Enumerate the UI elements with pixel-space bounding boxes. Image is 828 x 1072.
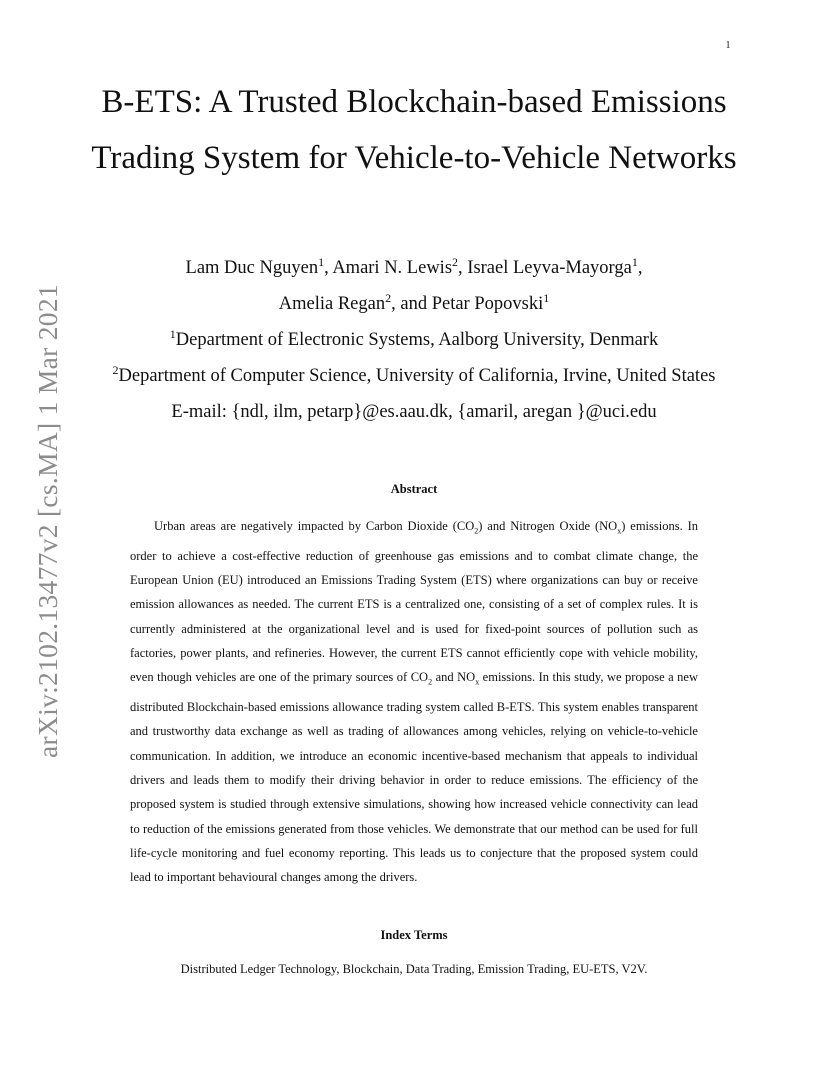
affiliation-2 [60, 358, 768, 394]
affiliation-text: Department of Computer Science, University of California, Irvine, United States [118, 366, 716, 386]
chemical-subscript: x [475, 677, 480, 687]
author-affiliation-mark: 2 [385, 290, 392, 305]
index-terms-heading: Index Terms [380, 928, 448, 942]
author-affiliation-mark: 2 [452, 254, 459, 269]
chemical-subscript: x [617, 526, 622, 536]
author-line-1 [60, 250, 768, 286]
author-affiliation-mark: 1 [631, 254, 638, 269]
abstract-body [130, 514, 698, 889]
index-terms-list: Distributed Ledger Technology, Blockchain, Data Trading, Emission Trading, EU-ETS, V2V. [180, 962, 648, 976]
author-block [60, 250, 768, 430]
arxiv-identifier-stamp: arXiv:2102.13477v2 [cs.MA] 1 Mar 2021 [32, 284, 63, 758]
paper-title: B-ETS: A Trusted Blockchain-based Emissions Trading System for Vehicle-to-Vehicle Networks [91, 84, 737, 176]
author-separator: , [324, 258, 333, 278]
abstract-text: emissions. In this study, we propose a new distributed Blockchain-based emissions allowance trading system called B-ETS. This system enables transparent and trustworthy data exchange as well as trading of allowances among vehicles, relying on vehicle-to-vehicle communication. In addition, we introduce an economic incentive-based mechanism that appeals to individual drivers and leads them to modify their driving behavior in order to reduce emissions. The efficiency of the proposed system is studied through extensive simulations, showing how increased vehicle connectivity can lead to reduction of the emissions generated from those vehicles. We demonstrate that our method can be used for full life-cycle monitoring and fuel economy reporting. This leads us to conjecture that the proposed system could lead to important behavioural changes among the drivers. [130, 670, 698, 885]
author-name: Petar Popovski [431, 294, 544, 314]
author-name: Amari N. Lewis [332, 258, 453, 278]
abstract-text: Urban areas are negatively impacted by Carbon Dioxide (CO [154, 519, 475, 533]
affiliation-mark: 1 [169, 326, 176, 341]
author-name: Lam Duc Nguyen [185, 258, 319, 278]
author-name: Amelia Regan [278, 294, 386, 314]
author-affiliation-mark: 1 [318, 254, 325, 269]
page-number: 1 [725, 40, 731, 51]
affiliation-text: Department of Electronic Systems, Aalborg University, Denmark [175, 330, 659, 350]
abstract-text: ) emissions. In order to achieve a cost-effective reduction of greenhouse gas emissions and to combat climate change, the European Union (EU) introduced an Emissions Trading System (ETS) where organizations can buy or receive emission allowances as needed. The current ETS is a centralized one, consisting of a set of complex rules. It is currently administered at the organizational level and is used for fixed-point sources of pollution such as factories, power plants, and refineries. However, the current ETS cannot efficiently cope with vehicle mobility, even though vehicles are one of the primary sources of CO [130, 519, 699, 685]
abstract-text: ) and Nitrogen Oxide (NO [478, 519, 618, 533]
affiliation-1 [60, 322, 768, 358]
author-name: Israel Leyva-Mayorga [467, 258, 632, 278]
chemical-subscript: 2 [474, 526, 479, 536]
affiliation-mark: 2 [112, 362, 119, 377]
abstract-heading: Abstract [390, 482, 438, 496]
author-line-2 [60, 286, 768, 322]
author-affiliation-mark: 1 [543, 290, 550, 305]
chemical-subscript: 2 [428, 677, 433, 687]
contact-email: E-mail: {ndl, ilm, petarp}@es.aau.dk, {amaril, aregan }@uci.edu [171, 402, 657, 422]
author-separator: , [637, 258, 643, 278]
abstract-text: and NO [432, 670, 476, 685]
author-separator: , and [391, 294, 432, 314]
author-separator: , [458, 258, 468, 278]
